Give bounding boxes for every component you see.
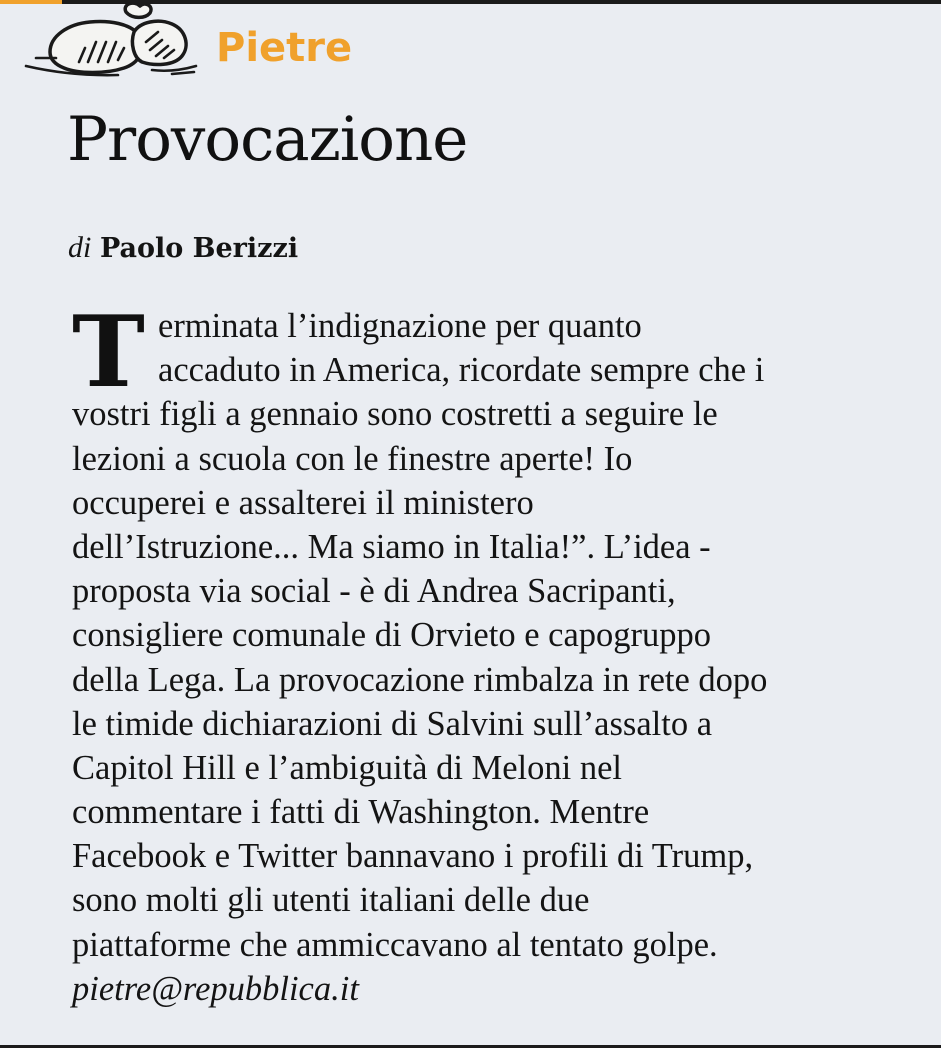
article-line: le timide dichiarazioni di Salvini sull’assalto a <box>72 704 713 743</box>
article-body <box>72 295 924 1011</box>
article-line: piattaforme che ammiccavano al tentato golpe. <box>72 925 718 964</box>
article-line: Facebook e Twitter bannavano i profili di Trump, <box>72 837 754 876</box>
article-line: Capitol Hill e l’ambiguità di Meloni nel <box>72 748 622 787</box>
article-line: vostri figli a gennaio sono costretti a seguire le <box>72 395 718 434</box>
article-headline: Provocazione <box>67 104 468 175</box>
contact-email-link[interactable]: pietre@repubblica.it <box>72 969 359 1008</box>
article-line: erminata l’indignazione per quanto <box>158 307 642 345</box>
article-line: accaduto in America, ricordate sempre che i <box>158 351 765 390</box>
drop-cap: T <box>72 295 145 410</box>
article-line: lezioni a scuola con le finestre aperte! Io <box>72 439 633 478</box>
stones-icon <box>22 2 198 80</box>
article-line: dell’Istruzione... Ma siamo in Italia!”. L’idea - <box>72 527 711 566</box>
byline-author: Paolo Berizzi <box>99 233 299 264</box>
article-line: sono molti gli utenti italiani delle due <box>72 881 590 920</box>
section-label: Pietre <box>216 25 353 71</box>
article-line: occuperei e assalterei il ministero <box>72 483 534 522</box>
byline <box>68 228 298 269</box>
article-line: proposta via social - è di Andrea Sacripanti, <box>72 572 676 611</box>
byline-prefix: di <box>68 231 92 264</box>
article-line: commentare i fatti di Washington. Mentre <box>72 793 650 832</box>
article-line: della Lega. La provocazione rimbalza in rete dopo <box>72 660 768 699</box>
article-line: consigliere comunale di Orvieto e capogruppo <box>72 616 711 655</box>
